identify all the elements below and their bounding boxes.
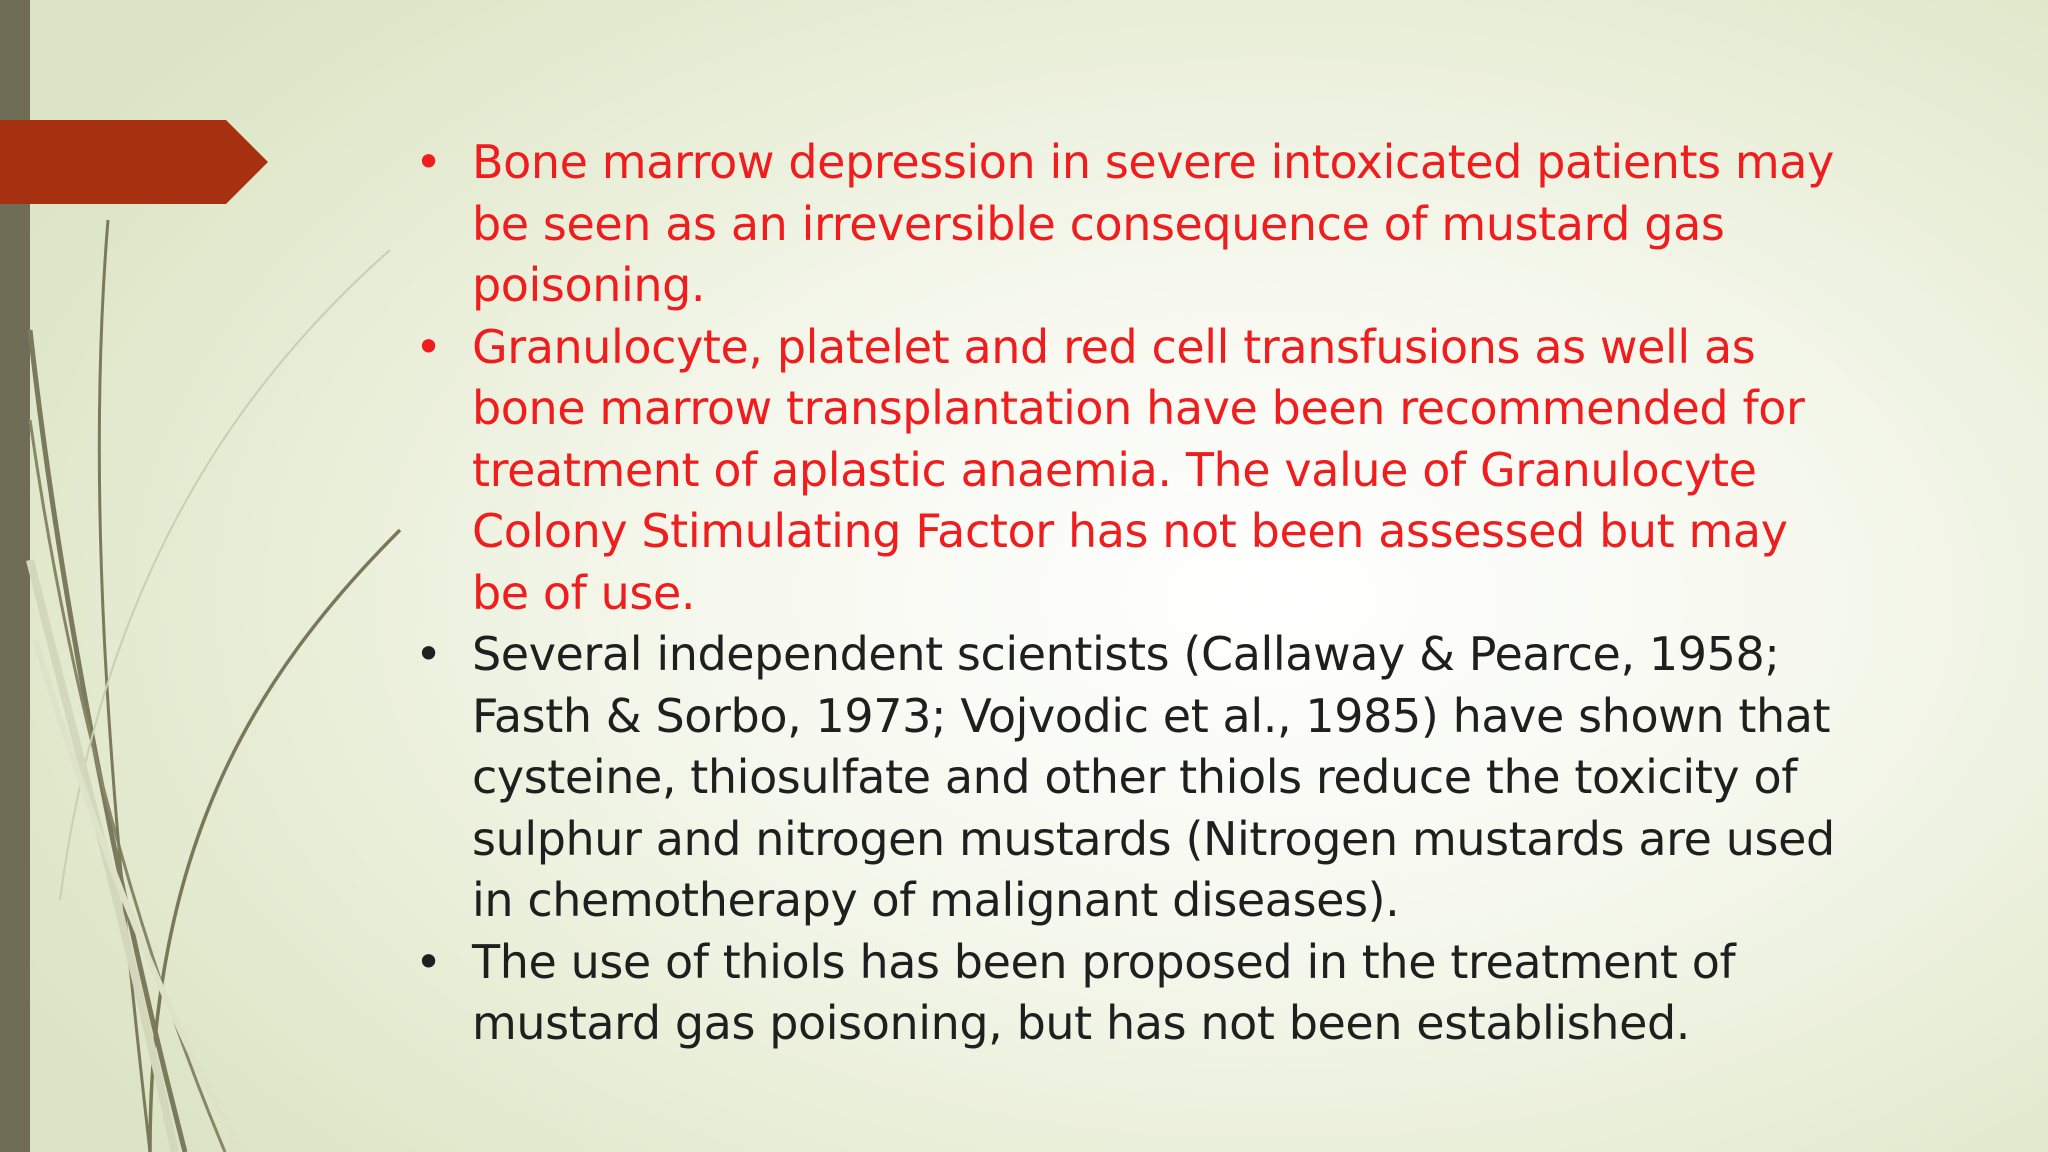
bullet-line: Colony Stimulating Factor has not been assessed but may <box>472 504 1788 558</box>
bullet-item-scientists <box>405 624 2005 932</box>
bullet-line: poisoning. <box>472 258 706 312</box>
bullet-line: Several independent scientists (Callaway & Pearce, 1958; <box>472 627 1780 681</box>
bullet-list <box>405 132 2005 1055</box>
bullet-marker: • <box>415 135 442 189</box>
bullet-line: The use of thiols has been proposed in the treatment of <box>472 934 1736 989</box>
bullet-line: cysteine, thiosulfate and other thiols reduce the toxicity of <box>472 750 1798 804</box>
bullet-item-bone-marrow <box>405 132 2005 317</box>
bullet-line: in chemotherapy of malignant diseases). <box>472 873 1400 927</box>
bullet-marker: • <box>415 319 442 374</box>
bullet-line: Bone marrow depression in severe intoxicated patients may <box>472 135 1834 189</box>
slide-content <box>405 132 2005 1055</box>
bullet-line: Fasth & Sorbo, 1973; Vojvodic et al., 1985) have shown that <box>472 688 1831 743</box>
bullet-line: treatment of aplastic anaemia. The value of Granulocyte <box>472 442 1757 497</box>
title-accent-tab <box>0 0 270 1152</box>
bullet-line: sulphur and nitrogen mustards (Nitrogen mustards are used <box>472 811 1835 866</box>
bullet-line: be of use. <box>472 565 696 620</box>
bullet-item-transfusions <box>405 317 2005 625</box>
bullet-marker: • <box>415 934 442 989</box>
bullet-item-thiols <box>405 932 2005 1055</box>
bullet-line: bone marrow transplantation have been recommended for <box>472 381 1805 435</box>
bullet-marker: • <box>415 627 442 681</box>
bullet-line: Granulocyte, platelet and red cell transfusions as well as <box>472 319 1756 374</box>
bullet-line: be seen as an irreversible consequence of mustard gas <box>472 196 1725 251</box>
bullet-line: mustard gas poisoning, but has not been established. <box>472 996 1690 1050</box>
